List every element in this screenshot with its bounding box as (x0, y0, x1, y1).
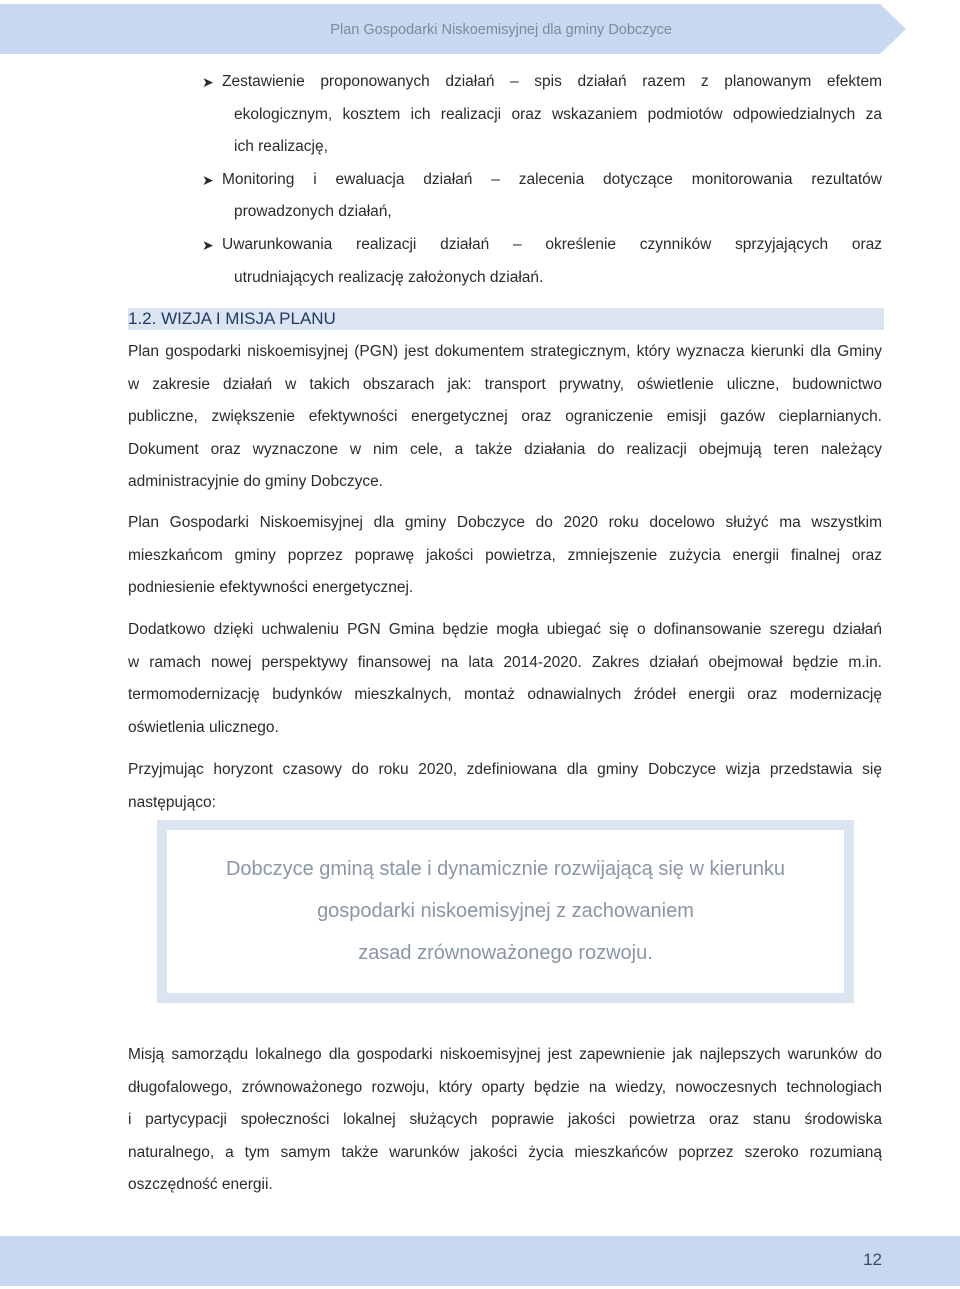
vision-box (157, 820, 854, 1003)
paragraph-line: i partycypacji społeczności lokalnej służących poprawie jakości powietrza oraz stanu środowiska (128, 1111, 882, 1129)
paragraph-pgn-definition (128, 336, 882, 499)
paragraph-mission (128, 1039, 882, 1202)
bullet-line: Zestawienie proponowanych działań – spis działań razem z planowanym efektem (222, 73, 882, 90)
paragraph-plan-purpose (128, 507, 882, 605)
bullet-item (202, 229, 882, 294)
arrowhead-bullet-icon: ➤ (202, 171, 214, 188)
paragraph-line: następująco: (128, 793, 216, 811)
section-heading-bar (128, 308, 884, 330)
footer-band (0, 1236, 960, 1286)
document-title: Plan Gospodarki Niskoemisyjnej dla gminy Dobczyce (330, 22, 672, 38)
paragraph-line: administracyjnie do gminy Dobczyce. (128, 473, 383, 491)
bullet-line: Uwarunkowania realizacji działań – określenie czynników sprzyjających oraz (222, 235, 882, 253)
bullet-line: Monitoring i ewaluacja działań – zalecenia dotyczące monitorowania rezultatów (222, 170, 882, 188)
paragraph-line: w ramach nowej perspektywy finansowej na lata 2014-2020. Zakres działań obejmował będzie m.in. (128, 653, 882, 671)
bullet-line: utrudniających realizację założonych działań. (234, 268, 544, 286)
arrowhead-bullet-icon: ➤ (202, 236, 214, 253)
vision-box-inner (167, 830, 844, 993)
header-arrow (880, 4, 906, 54)
bullet-item (202, 66, 882, 164)
paragraph-line: naturalnego, a tym samym także warunków jakości życia mieszkańców poprzez szeroko rozumianą (128, 1143, 882, 1161)
paragraph-funding (128, 614, 882, 744)
paragraph-line: mieszkańcom gminy poprzez poprawę jakości powietrza, zmniejszenie zużycia energii finalnej oraz (128, 546, 882, 564)
bullet-item (202, 164, 882, 229)
bullet-line: prowadzonych działań, (234, 203, 392, 221)
paragraph-line: Dodatkowo dzięki uchwaleniu PGN Gmina będzie mogła ubiegać się o dofinansowanie szeregu działań (128, 621, 882, 638)
paragraph-line: w zakresie działań w takich obszarach jak: transport prywatny, oświetlenie uliczne, budownictwo (128, 375, 882, 393)
paragraph-line: oszczędność energii. (128, 1176, 273, 1194)
paragraph-line: Dokument oraz wyznaczone w nim cele, a także działania do realizacji obejmują teren należący (128, 440, 882, 458)
vision-line: gospodarki niskoemisyjnej z zachowaniem (317, 900, 694, 922)
bullet-line: ich realizację, (234, 138, 328, 156)
vision-line: Dobczyce gminą stale i dynamicznie rozwijającą się w kierunku (225, 858, 786, 880)
paragraph-line: Plan Gospodarki Niskoemisyjnej dla gminy Dobczyce do 2020 roku docelowo służyć ma wszystkim (128, 514, 882, 531)
paragraph-line: podniesienie efektywności energetycznej. (128, 579, 414, 597)
arrowhead-bullet-icon: ➤ (202, 74, 214, 90)
paragraph-line: długofalowego, zrównoważonego rozwoju, który oparty będzie na wiedzy, nowoczesnych technologiach (128, 1078, 882, 1096)
bullet-list (202, 66, 882, 294)
paragraph-line: oświetlenia ulicznego. (128, 718, 279, 736)
paragraph-vision-intro (128, 754, 882, 819)
paragraph-line: Przyjmując horyzont czasowy do roku 2020, zdefiniowana dla gminy Dobczyce wizja przedstawia się (128, 761, 882, 778)
section-heading: 1.2. WIZJA I MISJA PLANU (128, 309, 336, 328)
paragraph-line: Misją samorządu lokalnego dla gospodarki niskoemisyjnej jest zapewnienie jak najlepszych warunków do (128, 1046, 882, 1063)
paragraph-line: Plan gospodarki niskoemisyjnej (PGN) jest dokumentem strategicznym, który wyznacza kierunki dla Gminy (128, 343, 882, 360)
page-number: 12 (863, 1250, 882, 1269)
paragraph-line: termomodernizację budynków mieszkalnych, montaż odnawialnych źródeł energii oraz modernizację (128, 686, 882, 704)
vision-line: zasad zrównoważonego rozwoju. (358, 942, 653, 964)
bullet-line: ekologicznym, kosztem ich realizacji oraz wskazaniem podmiotów odpowiedzialnych za (234, 105, 882, 123)
paragraph-line: publiczne, zwiększenie efektywności energetycznej oraz ograniczenie emisji gazów cieplarnianych. (128, 408, 882, 426)
